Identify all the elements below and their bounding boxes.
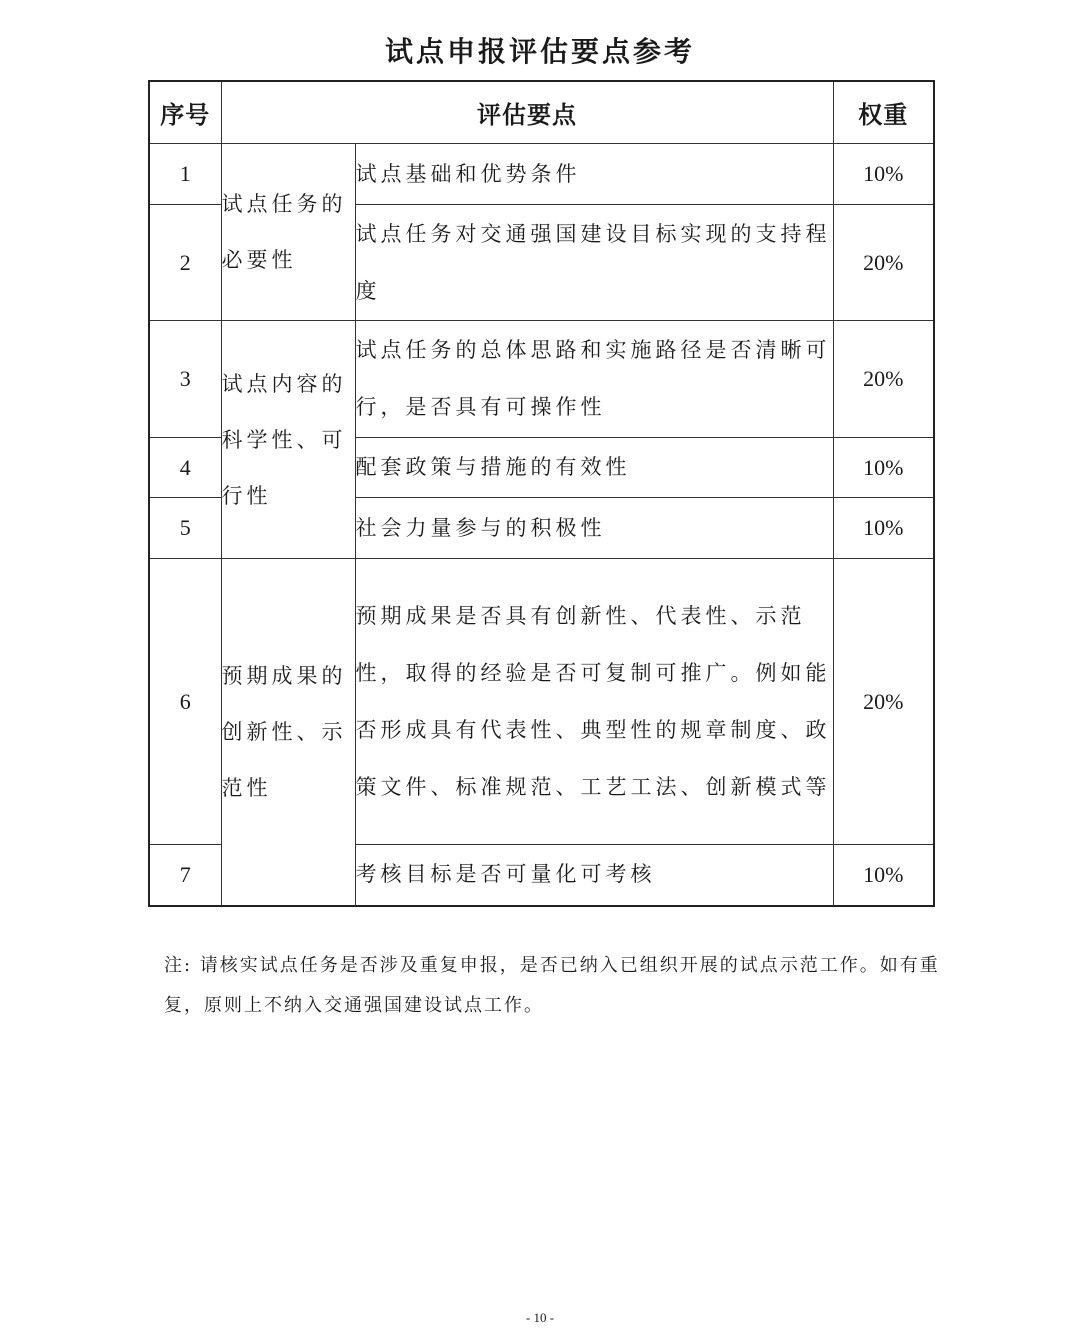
row-number: 7 [149, 845, 221, 906]
row-number: 2 [149, 205, 221, 321]
category-cell: 预期成果的创新性、示范性 [221, 559, 355, 906]
evaluation-point: 试点任务的总体思路和实施路径是否清晰可行，是否具有可操作性 [355, 321, 833, 438]
document-title: 试点申报评估要点参考 [384, 35, 695, 68]
weight-value: 10% [833, 845, 934, 906]
table-row [149, 559, 934, 845]
weight-value: 10% [833, 498, 934, 559]
table-row [149, 144, 934, 205]
evaluation-point: 预期成果是否具有创新性、代表性、示范性，取得的经验是否可复制可推广。例如能否形成具有代表性、典型性的规章制度、政策文件、标准规范、工艺工法、创新模式等 [355, 559, 833, 845]
weight-value: 20% [833, 321, 934, 438]
evaluation-point: 社会力量参与的积极性 [355, 498, 833, 559]
header-weight: 权重 [833, 81, 934, 144]
header-evaluation-point: 评估要点 [221, 81, 833, 144]
evaluation-table [148, 80, 935, 907]
weight-value: 20% [833, 559, 934, 845]
evaluation-point: 试点任务对交通强国建设目标实现的支持程度 [355, 205, 833, 321]
row-number: 6 [149, 559, 221, 845]
evaluation-point: 考核目标是否可量化可考核 [355, 845, 833, 906]
row-number: 1 [149, 144, 221, 205]
evaluation-point: 配套政策与措施的有效性 [355, 438, 833, 498]
table-row [149, 321, 934, 438]
table-header-row [149, 81, 934, 144]
weight-value: 10% [833, 144, 934, 205]
weight-value: 20% [833, 205, 934, 321]
row-number: 5 [149, 498, 221, 559]
category-cell: 试点任务的必要性 [221, 144, 355, 321]
row-number: 4 [149, 438, 221, 498]
evaluation-point: 试点基础和优势条件 [355, 144, 833, 205]
footnote: 注: 请核实试点任务是否涉及重复申报，是否已纳入已组织开展的试点示范工作。如有重复，原则上不纳入交通强国建设试点工作。 [164, 955, 940, 1016]
weight-value: 10% [833, 438, 934, 498]
header-number: 序号 [149, 81, 221, 144]
page-number: - 10 - [525, 1310, 555, 1325]
row-number: 3 [149, 321, 221, 438]
category-cell: 试点内容的科学性、可行性 [221, 321, 355, 559]
